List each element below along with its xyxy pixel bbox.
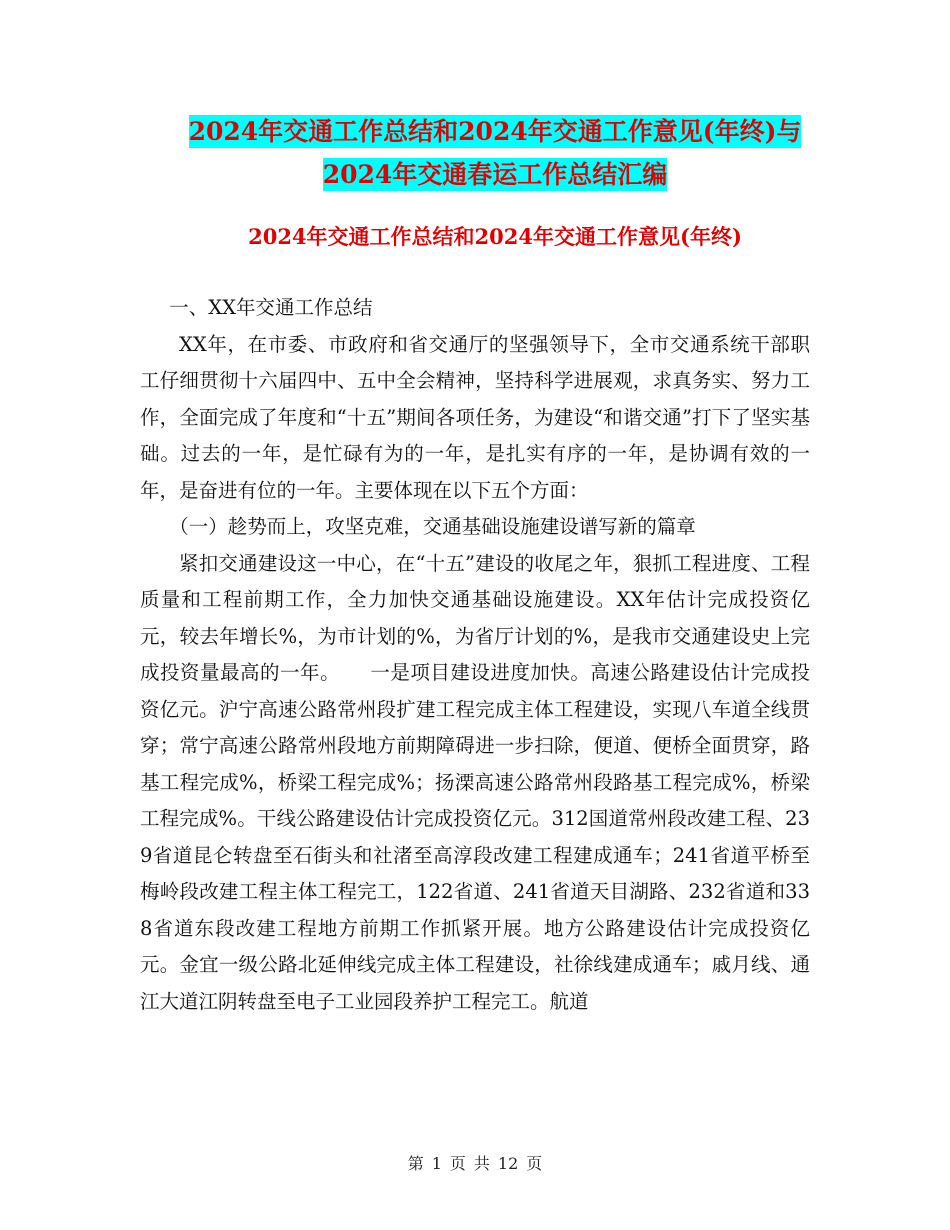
page-footer [0, 1152, 950, 1176]
title-highlight-2: 2024年交通春运工作总结汇编 [322, 160, 668, 189]
section-title: 2024年交通工作总结和2024年交通工作意见(年终) [248, 224, 742, 249]
footer-di: 第 [407, 1154, 424, 1173]
title-highlight-1: 2024年交通工作总结和2024年交通工作意见(年终)与 [188, 117, 802, 146]
document-body [140, 290, 810, 1020]
footer-ye-2: 页 [526, 1154, 543, 1173]
document-title-line-1 [120, 114, 870, 150]
footer-total-pages: 12 [497, 1154, 519, 1173]
footer-page-number: 1 [431, 1154, 442, 1173]
heading-1: 一、XX年交通工作总结 [169, 296, 373, 319]
footer-gong: 共 [473, 1154, 490, 1173]
footer-ye: 页 [449, 1154, 466, 1173]
heading-2: （一）趁势而上，攻坚克难，交通基础设施建设谱写新的篇章 [169, 515, 696, 538]
paragraph-2: 紧扣交通建设这一中心，在“十五”建设的收尾之年，狠抓工程进度、工程质量和工程前期工作，全力加快交通基础设施建设。XX年估计完成投资亿元，较去年增长%，为市计划的%，为省厅计划的%，是我市交通建设史上完成投资量最高的一年。 一是项目建设进度加快。高速公路建设估计完成投资亿元。沪宁高速公路常州段扩建工程完成主体工程建设，实现八车道全线贯穿；常宁高速公路常州段地方前期障碍进一步扫除，便道、便桥全面贯穿，路基工程完成%，桥梁工程完成%；扬溧高速公路常州段路基工程完成%，桥梁工程完成%。干线公路建设估计完成投资亿元。312国道常州段改建工程、239省道昆仑转盘至石街头和社渚至高淳段改建工程建成通车；241省道平桥至梅岭段改建工程主体工程完工，122省道、241省道天目湖路、232省道和338省道东段改建工程地方前期工作抓紧开展。地方公路建设估计完成投资亿元。金宜一级公路北延伸线完成主体工程建设，社徐线建成通车；戚月线、通江大道江阴转盘至电子工业园段养护工程完工。航道 [140, 551, 810, 1013]
document-title-line-2 [120, 157, 870, 193]
paragraph-1: XX年，在市委、市政府和省交通厅的坚强领导下，全市交通系统干部职工仔细贯彻十六届四中、五中全会精神，坚持科学进展观，求真务实、努力工作，全面完成了年度和“十五”期间各项任务，为建设“和谐交通”打下了坚实基础。过去的一年，是忙碌有为的一年，是扎实有序的一年，是协调有效的一年，是奋进有位的一年。主要体现在以下五个方面： [140, 332, 810, 502]
